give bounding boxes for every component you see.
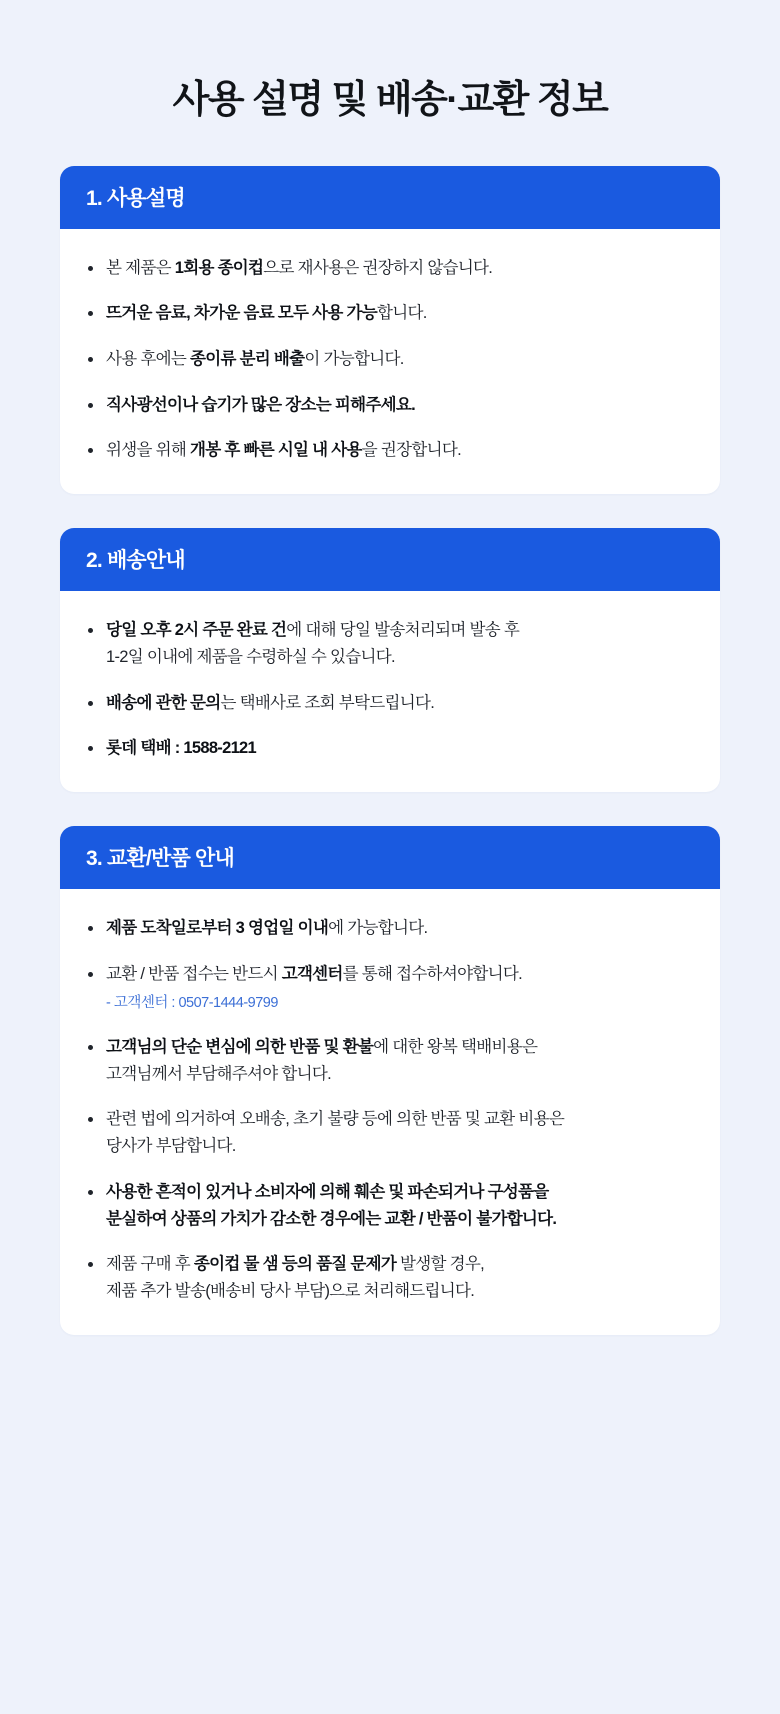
card-body — [60, 591, 720, 792]
card-header: 3. 교환/반품 안내 — [60, 826, 720, 889]
emphasis-text: 뜨거운 음료, 차가운 음료 모두 사용 가능 — [106, 304, 378, 323]
page-title: 사용 설명 및 배송·교환 정보 — [172, 79, 608, 121]
body-text: 사용 후에는 — [106, 350, 190, 369]
list-item — [86, 1034, 694, 1087]
list-item — [86, 392, 694, 419]
emphasis-text: 사용한 흔적이 있거나 소비자에 의해 훼손 및 파손되거나 구성품을 — [106, 1182, 549, 1201]
emphasis-text: 배송에 관한 문의 — [106, 693, 221, 712]
emphasis-text: 종이컵 물 샘 등의 품질 문제가 — [193, 1255, 397, 1274]
body-text: 당사가 부담합니다. — [106, 1137, 236, 1156]
info-list — [86, 915, 694, 1305]
body-text: 발생할 경우, — [396, 1255, 485, 1274]
info-card — [60, 166, 720, 495]
body-text: 합니다. — [377, 304, 427, 323]
list-item — [86, 961, 694, 1015]
emphasis-text: 1회용 종이컵 — [174, 258, 264, 277]
list-item — [86, 915, 694, 942]
emphasis-text: 고객님의 단순 변심에 의한 반품 및 환불 — [106, 1037, 374, 1056]
list-item — [86, 346, 694, 373]
list-item — [86, 1179, 694, 1232]
body-text: 제품 구매 후 — [106, 1255, 194, 1274]
body-text: 교환 / 반품 접수는 반드시 — [106, 964, 282, 983]
body-text: 관련 법에 의거하여 오배송, 초기 불량 등에 의한 반품 및 교환 비용은 — [106, 1110, 565, 1129]
info-list — [86, 255, 694, 465]
emphasis-text: 고객센터 — [281, 964, 343, 983]
emphasis-text: 분실하여 상품의 가치가 감소한 경우에는 교환 / 반품이 불가합니다. — [106, 1209, 557, 1228]
list-item — [86, 1251, 694, 1304]
body-text: 을 권장합니다. — [361, 441, 461, 460]
body-text: 본 제품은 — [106, 258, 175, 277]
list-item — [86, 1106, 694, 1159]
emphasis-text: 당일 오후 2시 주문 완료 건 — [106, 621, 287, 640]
sections-container — [60, 166, 720, 1335]
body-text: 이 가능합니다. — [304, 350, 404, 369]
body-text: 는 택배사로 조회 부탁드립니다. — [220, 693, 435, 712]
card-body — [60, 229, 720, 495]
body-text: 고객님께서 부담해주셔야 합니다. — [106, 1064, 331, 1083]
info-card — [60, 826, 720, 1335]
card-header: 1. 사용설명 — [60, 166, 720, 229]
emphasis-text: 종이류 분리 배출 — [189, 350, 305, 369]
body-text: 위생을 위해 — [106, 441, 190, 460]
list-item — [86, 255, 694, 282]
body-text: 에 대한 왕복 택배비용은 — [373, 1037, 538, 1056]
emphasis-text: 롯데 택배 : 1588-2121 — [106, 739, 257, 758]
emphasis-text: 개봉 후 빠른 시일 내 사용 — [189, 441, 362, 460]
emphasis-text: 직사광선이나 습기가 많은 장소는 피해주세요. — [106, 395, 415, 414]
emphasis-text: 제품 도착일로부터 3 영업일 이내 — [106, 919, 329, 938]
body-text: 으로 재사용은 권장하지 않습니다. — [263, 258, 493, 277]
body-text: 제품 추가 발송(배송비 당사 부담)으로 처리해드립니다. — [106, 1282, 475, 1301]
list-item — [86, 735, 694, 762]
list-item — [86, 300, 694, 327]
list-item — [86, 690, 694, 717]
customer-center-note: - 고객센터 : 0507-1444-9799 — [106, 994, 278, 1011]
list-item — [86, 437, 694, 464]
list-item — [86, 617, 694, 670]
info-card — [60, 528, 720, 792]
info-list — [86, 617, 694, 762]
body-text: 에 가능합니다. — [328, 919, 428, 938]
body-text: 1-2일 이내에 제품을 수령하실 수 있습니다. — [106, 647, 395, 666]
card-body — [60, 889, 720, 1335]
body-text: 에 대해 당일 발송처리되며 발송 후 — [286, 621, 520, 640]
body-text: 를 통해 접수하셔야합니다. — [342, 964, 522, 983]
card-header: 2. 배송안내 — [60, 528, 720, 591]
